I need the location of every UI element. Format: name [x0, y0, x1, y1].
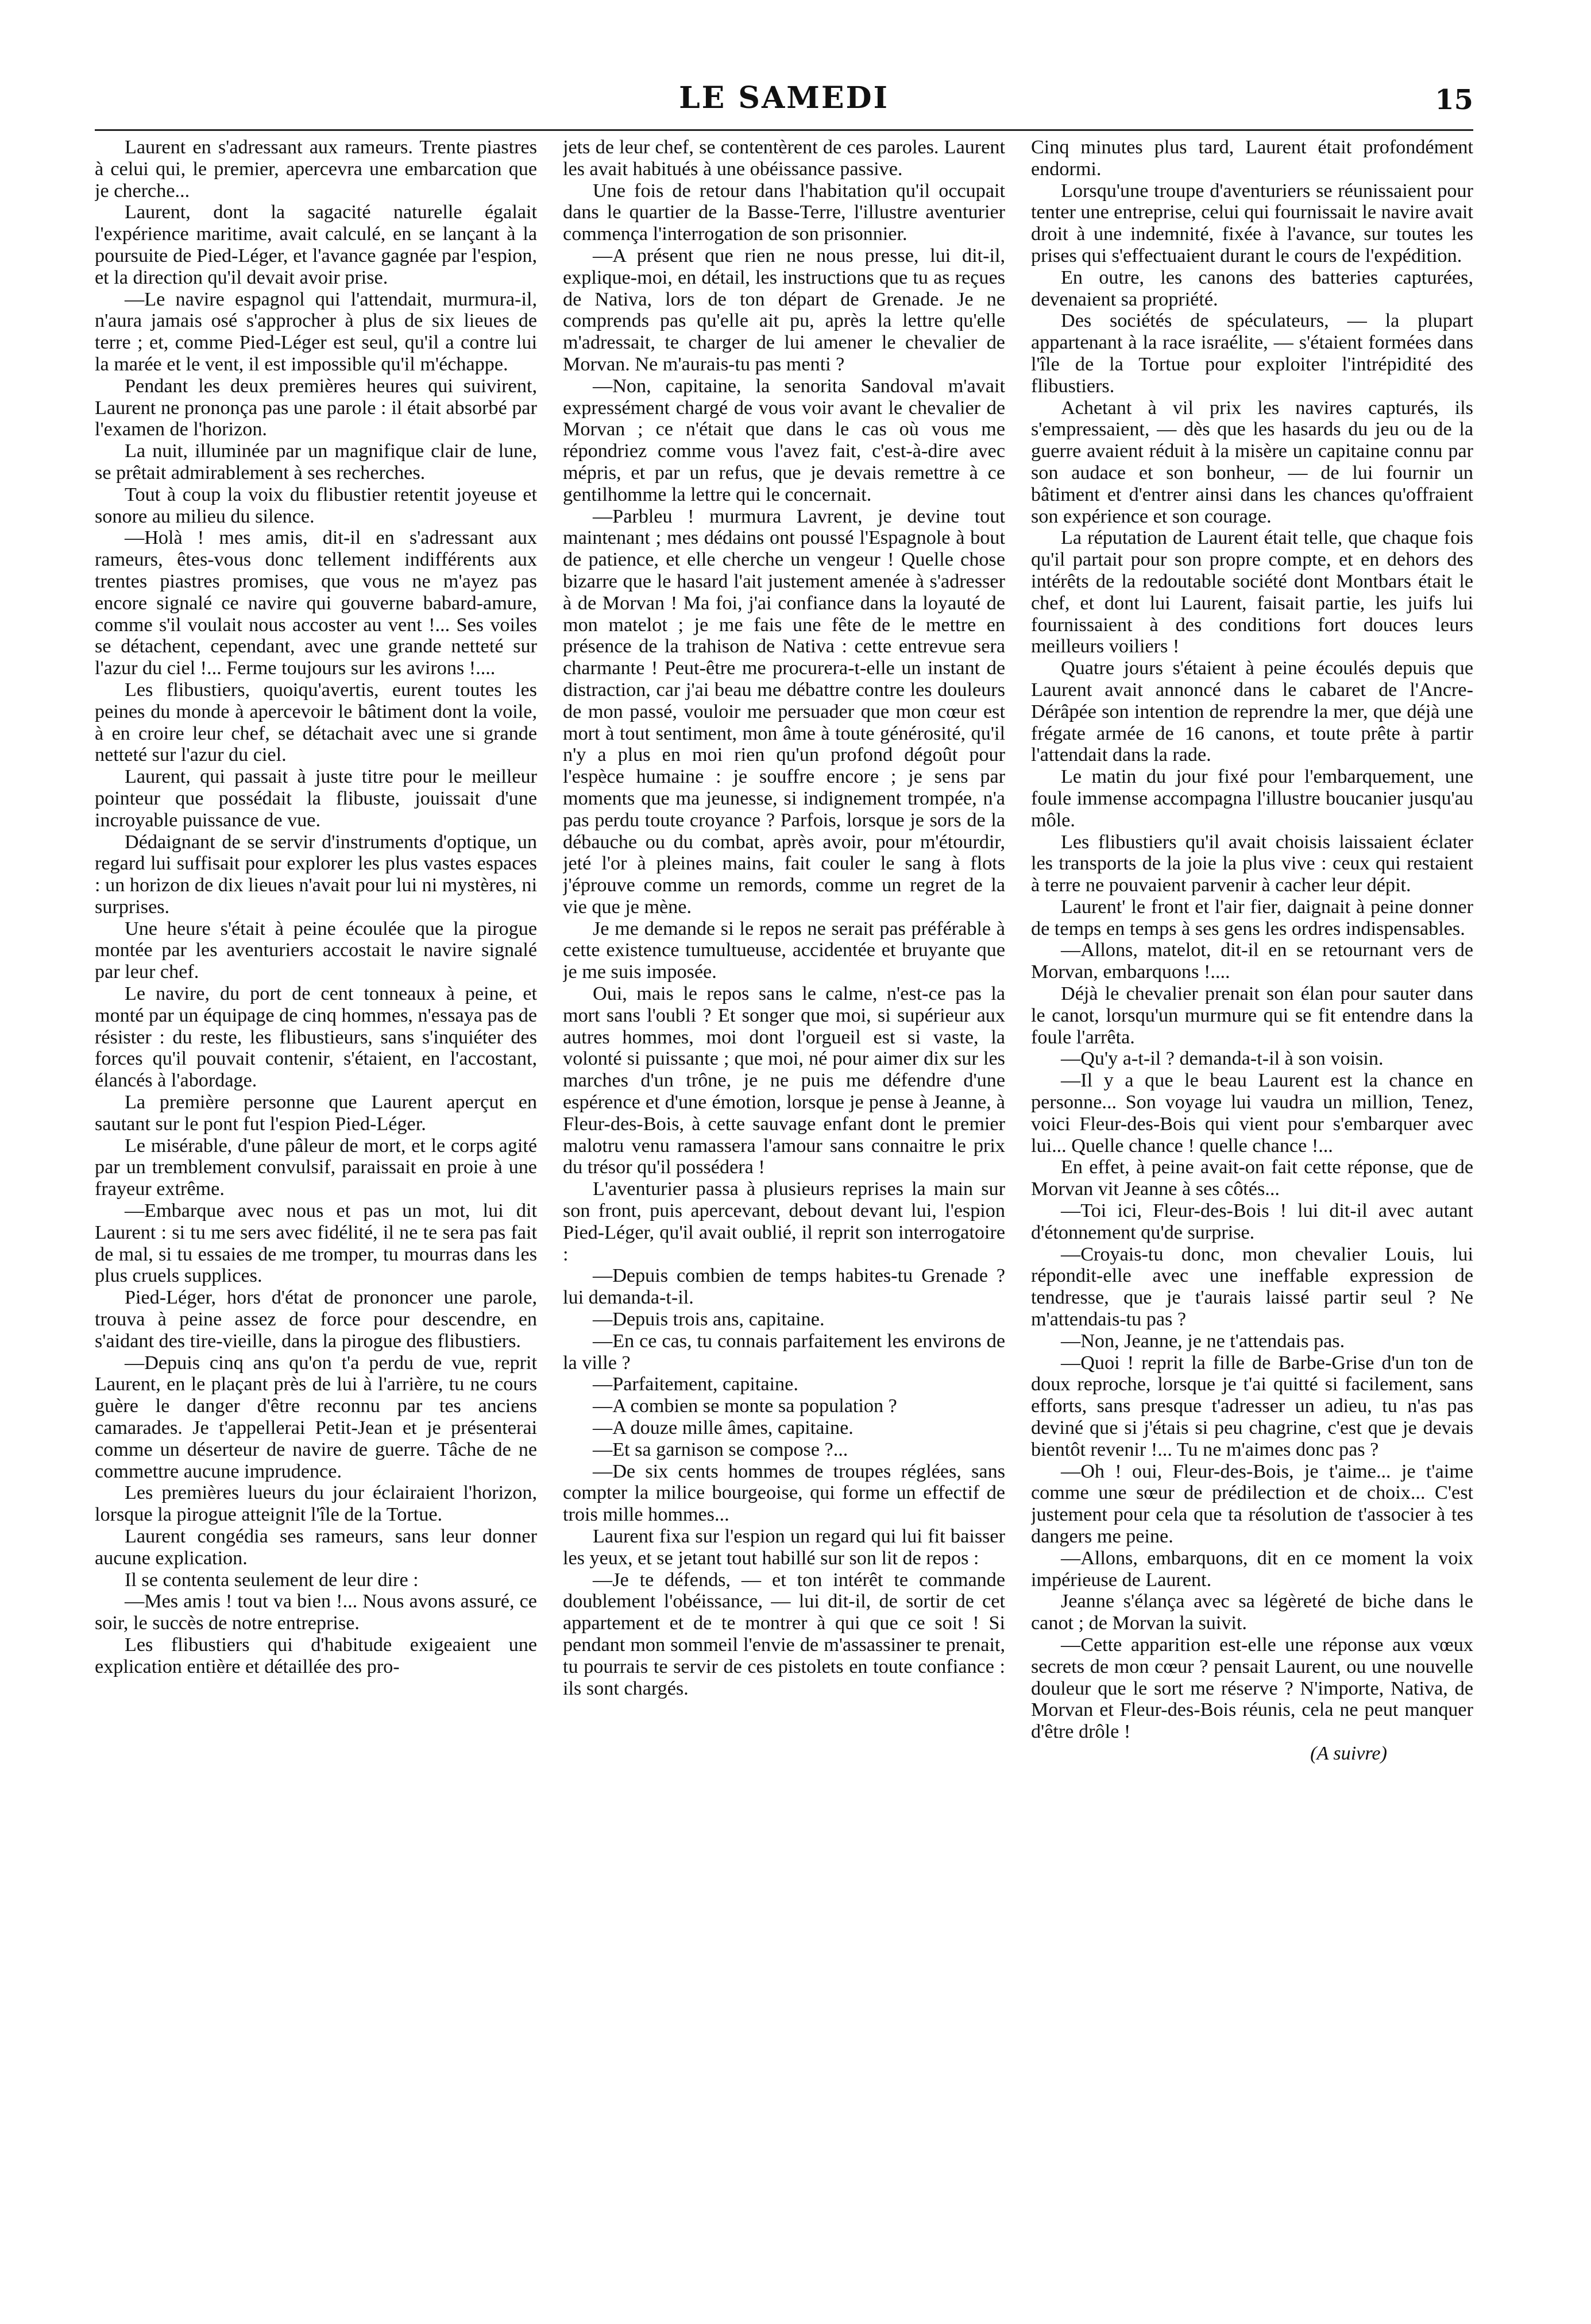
paragraph: L'aventurier passa à plusieurs reprises la main sur son front, puis apercevant, debout devant lui, l'espion Pied-Léger, qu'il avait oublié, il reprit son interrogatoire : — [563, 1178, 1005, 1265]
paragraph: Laurent, dont la sagacité naturelle égalait l'expérience maritime, avait calculé, en se lançant à la poursuite de Pied-Léger, et l'avance gagnée par l'espion, et la direction qu'il devait avoir prise. — [95, 202, 537, 288]
paragraph: —Non, Jeanne, je ne t'attendais pas. — [1061, 1330, 1345, 1352]
paragraph: —En ce cas, tu connais parfaitement les environs de la ville ? — [563, 1330, 1005, 1374]
paragraph: —Allons, embarquons, dit en ce moment la voix impérieuse de Laurent. — [1031, 1547, 1473, 1591]
paragraph: —Holà ! mes amis, dit-il en s'adressant aux rameurs, êtes-vous donc tellement indifférents aux trentes piastres promises, que vous ne m'ayez pas encore signalé ce navire qui gouverne babard-amure, comme s'il voulait nous accoster au vent !... Ses voiles se détachent, cependant, avec une grande netteté sur l'azur du ciel !... Ferme toujours sur les avirons !.... — [95, 527, 537, 679]
paragraph: —A présent que rien ne nous presse, lui dit-il, explique-moi, en détail, les instructions que tu as reçues de Nativa, lors de ton départ de Grenade. Je ne comprends pas qu'elle ait pu, après la lettre qu'elle m'adressait, te charger de lui amener le chevalier de Morvan. Ne m'aurais-tu pas menti ? — [563, 245, 1005, 375]
paragraph: —Depuis trois ans, capitaine. — [593, 1309, 825, 1331]
page-header — [95, 80, 1473, 126]
paragraph: Quatre jours s'étaient à peine écoulés depuis que Laurent avait annoncé dans le cabaret de l'Ancre-Dérâpée son intention de reprendre la mer, que déjà une frégate armée de 16 canons, et toute prête à partir l'attendait dans la rade. — [1031, 658, 1473, 766]
paragraph: Le misérable, d'une pâleur de mort, et le corps agité par un tremblement convulsif, paraissait en proie à une frayeur extrême. — [95, 1135, 537, 1200]
paragraph: Laurent' le front et l'air fier, daignait à peine donner de temps en temps à ses gens les ordres indispensables. — [1031, 896, 1473, 939]
paragraph: La première personne que Laurent aperçut en sautant sur le pont fut l'espion Pied-Léger. — [95, 1092, 537, 1135]
paragraph: —Le navire espagnol qui l'attendait, murmura-il, n'aura jamais osé s'approcher à plus de six lieues de terre ; et, comme Pied-Léger est seul, qu'il a contre lui la marée et le vent, il est impossible qu'il m'échappe. — [95, 288, 537, 375]
paragraph: —Mes amis ! tout va bien !... Nous avons assuré, ce soir, le succès de notre entreprise. — [95, 1591, 537, 1634]
paragraph: —A combien se monte sa population ? — [593, 1395, 897, 1417]
paragraph: Déjà le chevalier prenait son élan pour sauter dans le canot, lorsqu'un murmure qui se fit entendre dans la foule l'arrêta. — [1031, 983, 1473, 1048]
paragraph: Le navire, du port de cent tonneaux à peine, et monté par un équipage de cinq hommes, n'essaya pas de résister : du reste, les flibustieurs, sans s'inquiéter des forces qu'il pouvait contenir, s'étaient, en l'accostant, élancés à l'abordage. — [95, 983, 537, 1092]
paragraph: Les flibustiers, quoiqu'avertis, eurent toutes les peines du monde à apercevoir le bâtiment dont la voile, à en croire leur chef, se détachait avec une si grande netteté sur l'azur du ciel. — [95, 679, 537, 766]
paragraph: Pendant les deux premières heures qui suivirent, Laurent ne prononça pas une parole : il était absorbé par l'examen de l'horizon. — [95, 375, 537, 440]
paragraph: —Toi ici, Fleur-des-Bois ! lui dit-il avec autant d'étonnement qu'de surprise. — [1031, 1200, 1473, 1243]
paragraph: Les flibustiers qu'il avait choisis laissaient éclater les transports de la joie la plus vive : ceux qui restaient à terre ne pouvaient parvenir à cacher leur dépit. — [1031, 831, 1473, 896]
paragraph: —Cette apparition est-elle une réponse aux vœux secrets de mon cœur ? pensait Laurent, ou une nouvelle douleur que le sort me réserve ? N'importe, Nativa, de Morvan et Fleur-des-Bois réunis, cela ne peut manquer d'être drôle ! — [1031, 1634, 1473, 1743]
paragraph: —Qu'y a-t-il ? demanda-t-il à son voisin. — [1061, 1048, 1384, 1070]
paragraph: Laurent fixa sur l'espion un regard qui lui fit baisser les yeux, et se jetant tout habillé sur son lit de repos : — [563, 1526, 1005, 1569]
paragraph: Laurent, qui passait à juste titre pour le meilleur pointeur que possédait la flibuste, jouissait d'une incroyable puissance de vue. — [95, 766, 537, 831]
column-3 — [1031, 137, 1473, 2304]
paragraph: —A douze mille âmes, capitaine. — [593, 1417, 854, 1439]
paragraph: Lorsqu'une troupe d'aventuriers se réunissaient pour tenter une entreprise, celui qui fournissait le navire avait droit à une indemnité, fixée à l'avance, sur toutes les prises qui s'effectuaient durant le cours de l'expédition. — [1031, 180, 1473, 266]
page-number: 15 — [1435, 84, 1473, 116]
paragraph: jets de leur chef, se contentèrent de ces paroles. Laurent les avait habitués à une obéissance passive. — [563, 137, 1005, 180]
paragraph: —Croyais-tu donc, mon chevalier Louis, lui répondit-elle avec une ineffable expression de tendresse, que je t'aurais laissé partir seul ? Ne m'attendais-tu pas ? — [1031, 1243, 1473, 1331]
paragraph: —Parbleu ! murmura Lavrent, je devine tout maintenant ; mes dédains ont poussé l'Espagnole à bout de patience, et elle cherche un vengeur ! Quelle chose bizarre que le hasard l'ait justement amenée à s'adresser à de Morvan ! Ma foi, j'ai confiance dans la loyauté de mon matelot ; je me fais une fête de le mettre en présence de la trahison de Nativa : cette entrevue sera charmante ! Peut-être me procurera-t-elle un instant de distraction, car j'ai beau me débattre contre les douleurs de mon passé, vouloir me persuader que mon cœur est mort à tout sentiment, mon âme à toute générosité, qu'il n'y a plus en moi rien qu'un profond dégoût pour l'espèce humaine : je souffre encore ; je sens par moments que ma jeunesse, si indignement trompée, n'a pas perdu toute croyance ? Parfois, lorsque je sors de la débauche ou du combat, après avoir, pour m'étourdir, jeté l'or à pleines mains, fait couler le sang à flots j'éprouve comme un remords, comme un regret de la vie que je mène. — [563, 505, 1005, 918]
paragraph: —Je te défends, — et ton intérêt te commande doublement l'obéissance, — lui dit-il, de sortir de cet appartement et de te montrer à qui que ce soit ! Si pendant mon sommeil l'envie de m'assassiner te prenait, tu pourrais te servir de ces pistolets en toute confiance : ils sont chargés. — [563, 1569, 1005, 1699]
paragraph: Laurent congédia ses rameurs, sans leur donner aucune explication. — [95, 1526, 537, 1569]
paragraph: Il se contenta seulement de leur dire : — [125, 1569, 419, 1591]
paragraph: —Embarque avec nous et pas un mot, lui dit Laurent : si tu me sers avec fidélité, il ne te sera pas fait de mal, si tu essaies de me tromper, tu mourras dans les plus cruels supplices. — [95, 1200, 537, 1287]
paragraph: Des sociétés de spéculateurs, — la plupart appartenant à la race israélite, — s'étaient formées dans l'île de la Tortue pour exploiter l'intrépidité des flibustiers. — [1031, 310, 1473, 397]
paragraph: —Allons, matelot, dit-il en se retournant vers de Morvan, embarquons !.... — [1031, 939, 1473, 983]
paragraph: Pied-Léger, hors d'état de prononcer une parole, trouva à peine assez de force pour descendre, en s'aidant des tire-vieille, dans la pirogue des flibustiers. — [95, 1287, 537, 1352]
paragraph: En effet, à peine avait-on fait cette réponse, que de Morvan vit Jeanne à ses côtés... — [1031, 1157, 1473, 1200]
paragraph: Je me demande si le repos ne serait pas préférable à cette existence tumultueuse, accidentée et bruyante que je me suis imposée. — [563, 918, 1005, 983]
paragraph: —Depuis cinq ans qu'on t'a perdu de vue, reprit Laurent, en le plaçant près de lui à l'arrière, tu ne cours guère le danger d'être reconnu par tes anciens camarades. Je t'appellerai Petit-Jean et je présenterai comme un déserteur de navire de guerre. Tâche de ne commettre aucune imprudence. — [95, 1352, 537, 1482]
paragraph: Une fois de retour dans l'habitation qu'il occupait dans le quartier de la Basse-Terre, l'illustre aventurier commença l'interrogation de son prisonnier. — [563, 180, 1005, 245]
paragraph: —Et sa garnison se compose ?... — [593, 1439, 848, 1460]
paragraph: —Parfaitement, capitaine. — [593, 1374, 798, 1395]
paragraph: —De six cents hommes de troupes réglées, sans compter la milice bourgeoise, qui forme un effectif de trois mille hommes... — [563, 1460, 1005, 1526]
running-title: LE SAMEDI — [679, 80, 889, 115]
paragraph: —Quoi ! reprit la fille de Barbe-Grise d'un ton de doux reproche, lorsque je t'ai quitté si facilement, sans efforts, sans presque t'adresser un adieu, tu n'as pas deviné que si j'étais si peu chagrine, c'est que je devais bientôt revenir !... Tu ne m'aimes donc pas ? — [1031, 1352, 1473, 1460]
to-be-continued: (A suivre) — [1310, 1742, 1387, 1764]
column-1 — [95, 137, 537, 2304]
paragraph: —Oh ! oui, Fleur-des-Bois, je t'aime... je t'aime comme une sœur de prédilection et de choix... C'est justement pour cela que ta résolution de t'associer à tes dangers me peine. — [1031, 1460, 1473, 1547]
paragraph: Oui, mais le repos sans le calme, n'est-ce pas la mort sans l'oubli ? Et songer que moi, si supérieur aux autres hommes, moi dont l'orgueil est si vaste, la volonté si puissante ; que moi, né pour aimer dix sur les marches d'un trône, je ne puis me défendre d'une espérence et d'une émotion, lorsque je pense à Jeanne, à Fleur-des-Bois, à cette sauvage enfant dont le premier malotru venu ramassera l'amour sans connaitre le prix du trésor qu'il possédera ! — [563, 983, 1005, 1178]
paragraph: —Depuis combien de temps habites-tu Grenade ? lui demanda-t-il. — [563, 1265, 1005, 1309]
paragraph: —Il y a que le beau Laurent est la chance en personne... Son voyage lui vaudra un million, Tenez, voici Fleur-des-Bois qui vient pour s'embarquer avec lui... Quelle chance ! quelle chance !... — [1031, 1070, 1473, 1157]
paragraph: Les flibustiers qui d'habitude exigeaient une explication entière et détaillée des pro- — [95, 1634, 537, 1677]
paragraph: La nuit, illuminée par un magnifique clair de lune, se prêtait admirablement à ses recherches. — [95, 440, 537, 484]
paragraph: —Non, capitaine, la senorita Sandoval m'avait expressément chargé de vous voir avant le chevalier de Morvan ; ce n'était que dans le cas où vous me répondriez comme vous l'avez fait, c'est-à-dire avec mépris, et par un refus, que je devais remettre à ce gentilhomme la lettre qui le concernait. — [563, 375, 1005, 505]
paragraph: Les premières lueurs du jour éclairaient l'horizon, lorsque la pirogue atteignit l'île de la Tortue. — [95, 1482, 537, 1526]
header-rule — [95, 129, 1473, 131]
paragraph: Tout à coup la voix du flibustier retentit joyeuse et sonore au milieu du silence. — [95, 484, 537, 527]
paragraph: En outre, les canons des batteries capturées, devenaient sa propriété. — [1031, 266, 1473, 310]
paragraph: Achetant à vil prix les navires capturés, ils s'empressaient, — dès que les hasards du jeu ou de la guerre avaient réduit à la misère un capitaine connu par son audace et son bonheur, — de lui fournir un bâtiment et d'entrer ainsi dans les chances qu'offraient son expérience et son courage. — [1031, 397, 1473, 527]
paragraph: Dédaignant de se servir d'instruments d'optique, un regard lui suffisait pour explorer les plus vastes espaces : un horizon de dix lieues n'avait pour lui ni mystères, ni surprises. — [95, 831, 537, 918]
column-2 — [563, 137, 1005, 2304]
paragraph: Le matin du jour fixé pour l'embarquement, une foule immense accompagna l'illustre boucanier jusqu'au môle. — [1031, 766, 1473, 831]
paragraph: La réputation de Laurent était telle, que chaque fois qu'il partait pour son propre compte, et en dehors des intérêts de la redoutable société dont Montbars était le chef, et dont lui Laurent, faisait partie, les juifs lui fournissaient à des conditions fort douces leurs meilleurs voiliers ! — [1031, 527, 1473, 658]
paragraph: Cinq minutes plus tard, Laurent était profondément endormi. — [1031, 137, 1473, 180]
paragraph: Laurent en s'adressant aux rameurs. Trente piastres à celui qui, le premier, apercevra une embarcation que je cherche... — [95, 137, 537, 202]
paragraph: Une heure s'était à peine écoulée que la pirogue montée par les aventuriers accostait le navire signalé par leur chef. — [95, 918, 537, 983]
paragraph: Jeanne s'élança avec sa légèreté de biche dans le canot ; de Morvan la suivit. — [1031, 1591, 1473, 1634]
